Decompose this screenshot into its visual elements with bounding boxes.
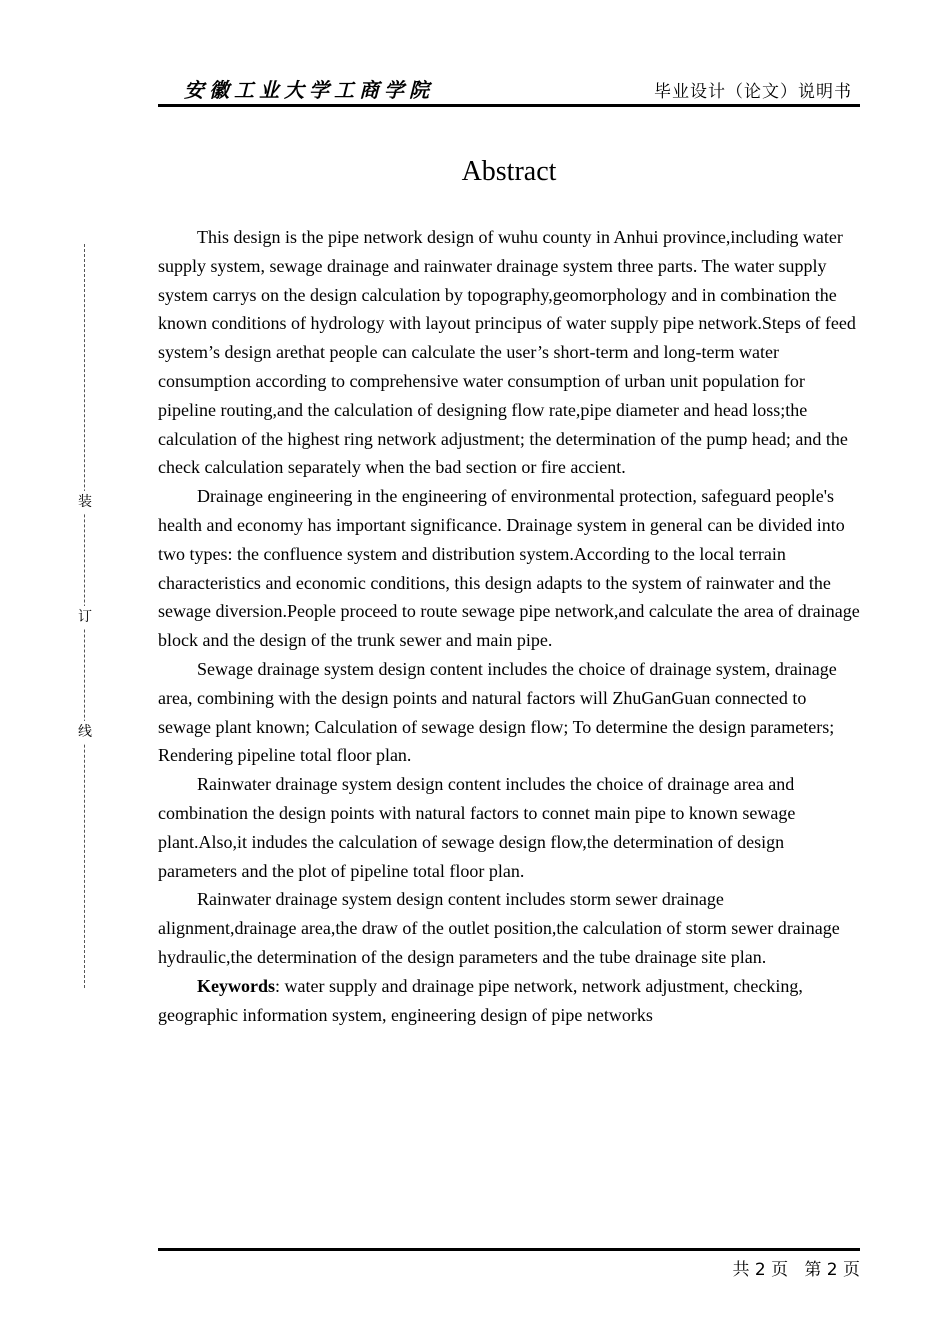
page-number: 共 2 页 第 2 页 <box>732 1260 860 1280</box>
keywords-paragraph <box>158 972 860 1030</box>
paragraph: Drainage engineering in the engineering of environmental protection, safeguard people's health and economy has important significance. Drainage system in general can be divided into two types: the confluence system and distribution system.According to the local terrain characteristics and economic conditions, this design adapts to the system of rainwater and the sewage diversion.People proceed to route sewage pipe network,and calculate the area of drainage block and the design of the trunk sewer and main pipe. <box>158 486 860 651</box>
page-title: Abstract <box>461 156 557 187</box>
header-rule <box>158 104 860 107</box>
page-header <box>158 72 860 102</box>
keywords-label: Keywords <box>197 975 275 996</box>
document-type: 毕业设计（论文）说明书 <box>654 82 852 102</box>
school-name: 安徽工业大学工商学院 <box>184 78 434 102</box>
binding-char-zhuang: 装 <box>74 491 96 513</box>
binding-char-xian: 线 <box>74 721 96 743</box>
paragraph: Sewage drainage system design content includes the choice of drainage system, drainage area, combining with the design points and natural factors will ZhuGanGuan connected to sewage plant known; Calculation of sewage design flow; To determine the design parameters; Rendering pipeline total floor plan. <box>158 658 837 766</box>
paragraph: This design is the pipe network design of wuhu county in Anhui province,including water supply system, sewage drainage and rainwater drainage system three parts. The water supply system carrys on the design calculation by topography,geomorphology and in combination the known conditions of hydrology with layout principus of water supply pipe network.Steps of feed system’s design arethat people can calculate the user’s short-term and long-term water consumption according to comprehensive water consumption of urban unit population for pipeline routing,and the calculation of designing flow rate,pipe diameter and head loss;the calculation of the highest ring network adjustment; the determination of the pump head; and the check calculation separately when the bad section or fire accient. <box>158 227 856 478</box>
footer-rule <box>158 1248 860 1251</box>
binding-char-ding: 订 <box>74 606 96 628</box>
paragraph: Rainwater drainage system design content includes the choice of drainage area and combination the design points with natural factors to connet main pipe to known sewage plant.Also,it indudes the calculation of sewage design flow,the determination of design parameters and the plot of pipeline total floor plan. <box>158 774 796 881</box>
paragraph: Rainwater drainage system design content includes storm sewer drainage alignment,drainage area,the draw of the outlet position,the calculation of storm sewer drainage hydraulic,the determination of the design parameters and the tube drainage site plan. <box>158 889 840 967</box>
keywords-text: : water supply and drainage pipe network, network adjustment, checking, geographic information system, engineering design of pipe networks <box>158 975 803 1025</box>
abstract-body <box>158 223 860 1029</box>
